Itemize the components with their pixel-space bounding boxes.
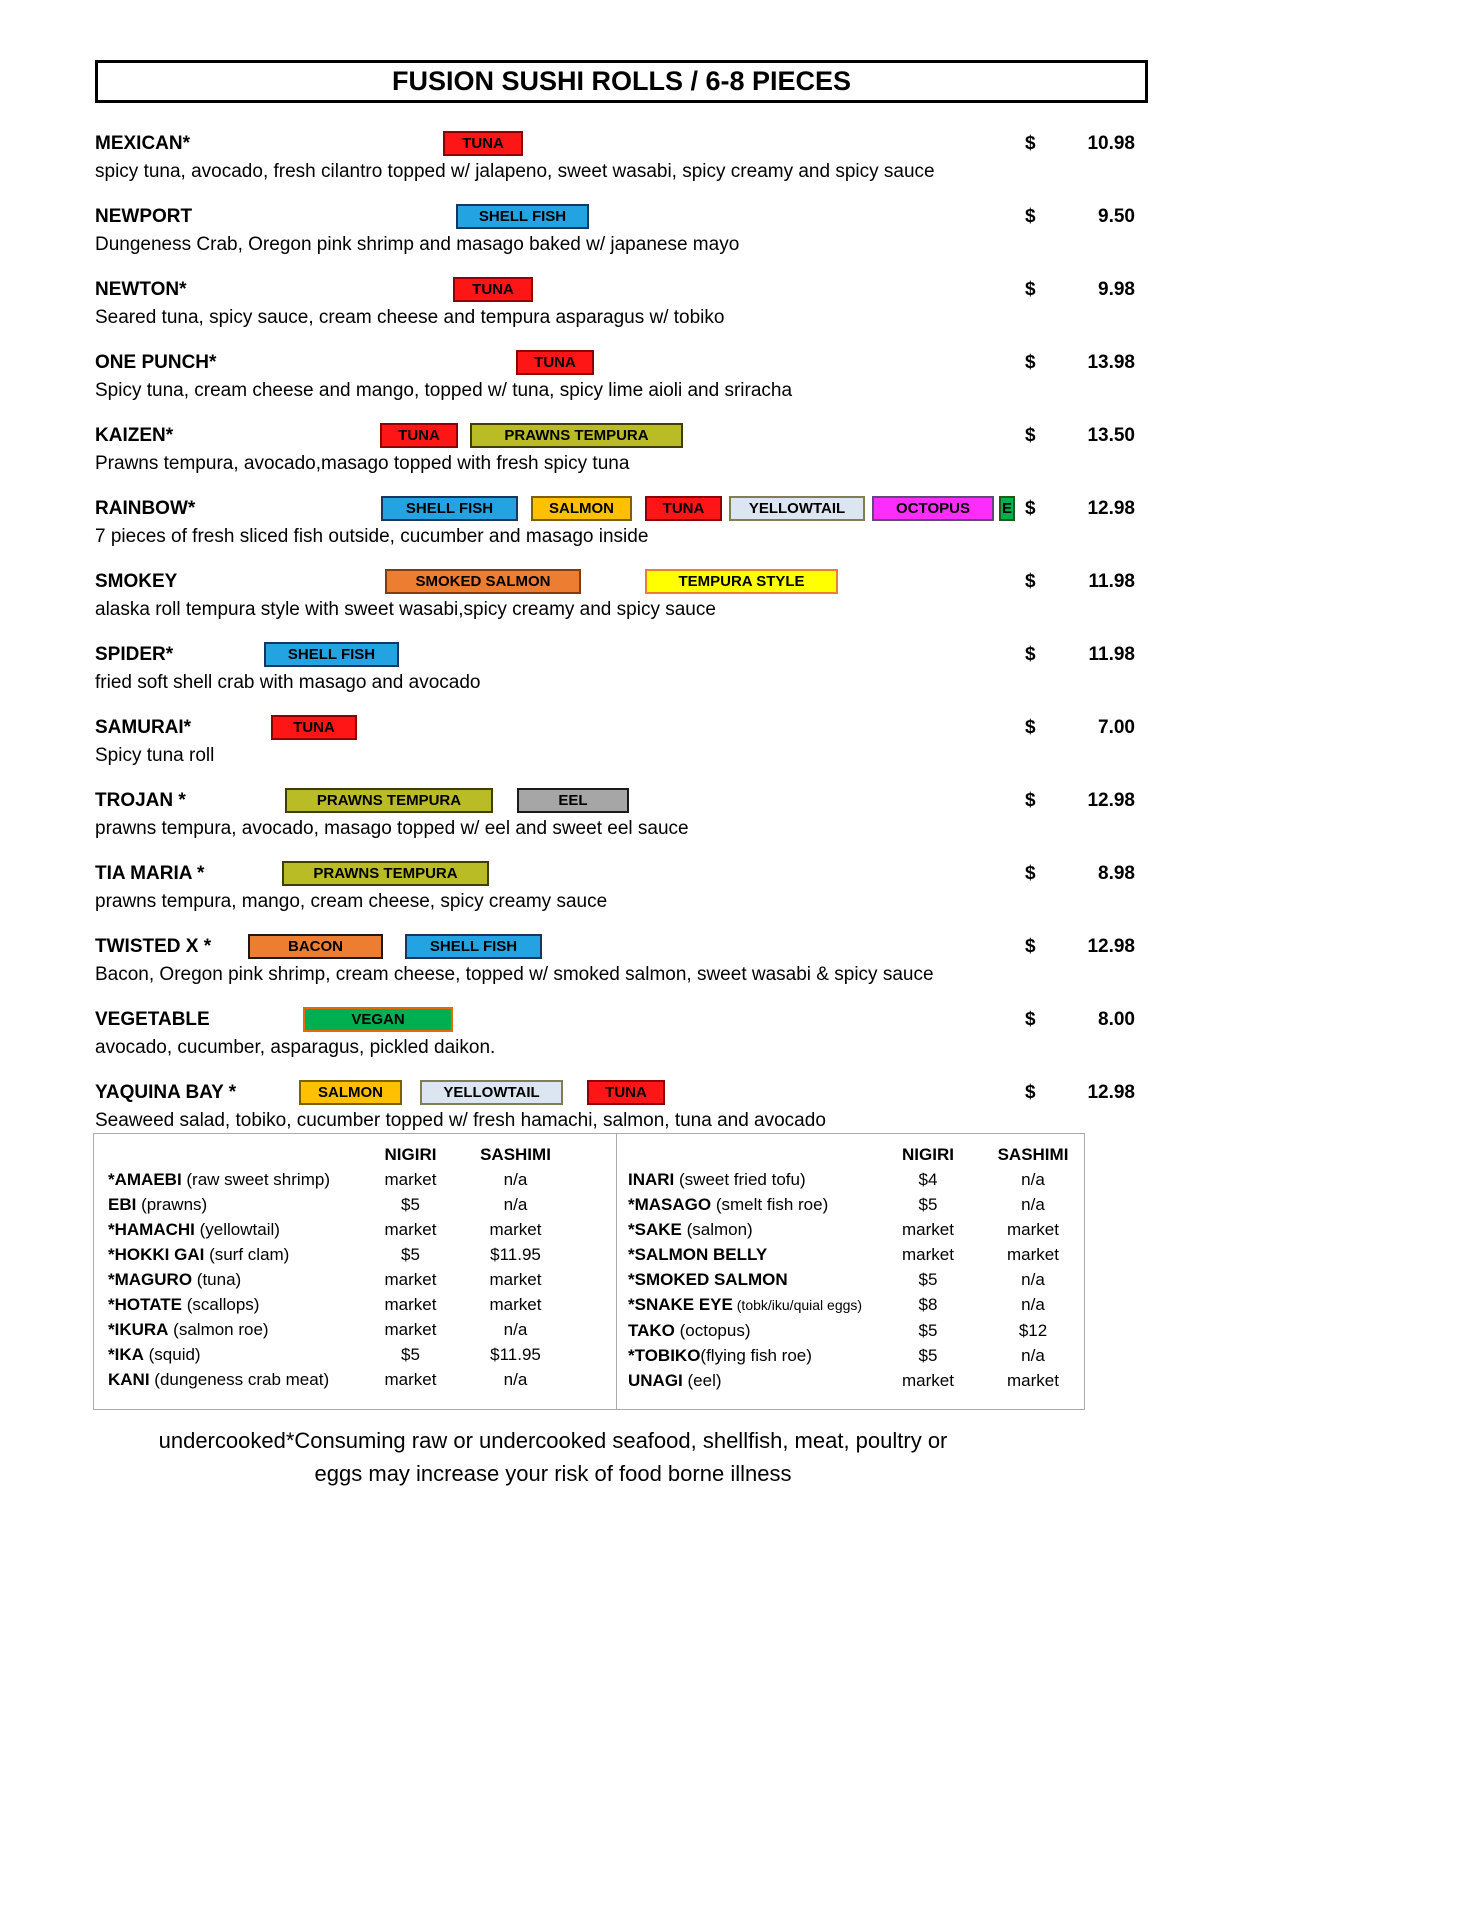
item-name: MEXICAN* [95,133,191,154]
item-name: RAINBOW* [95,498,196,519]
price-list-row [94,1167,616,1192]
item-price [1025,1082,1135,1104]
menu-item-header [95,568,1152,597]
price-list-left-column [94,1134,616,1409]
currency-symbol: $ [1025,498,1036,519]
rolls-list [95,130,1152,1152]
menu-item [95,495,1152,548]
item-name-paren: (scallops) [181,1295,260,1314]
price-list-item-name [108,1367,358,1392]
menu-item-header [95,130,1152,159]
item-description: Spicy tuna roll [95,745,215,766]
menu-item [95,641,1152,694]
price-list-row [617,1343,1084,1368]
ingredient-tag: SHELL FISH [264,642,399,667]
currency-symbol: $ [1025,571,1036,592]
ingredient-tag: EEL [517,788,629,813]
currency-symbol: $ [1025,133,1036,154]
currency-symbol: $ [1025,206,1036,227]
ingredient-tag: TEMPURA STYLE [645,569,838,594]
sashimi-price: $12 [1018,1321,1048,1340]
item-description: Bacon, Oregon pink shrimp, cream cheese, topped w/ smoked salmon, sweet wasabi & spicy sauce [95,964,934,985]
currency-symbol: $ [1025,1082,1036,1103]
item-name-bold: *SALMON BELLY [628,1245,768,1264]
item-name-bold: *SAKE [628,1220,682,1239]
item-name: KAIZEN* [95,425,174,446]
menu-item-header [95,276,1152,305]
item-name-bold: *AMAEBI [108,1170,182,1189]
nigiri-price: market [384,1270,437,1289]
ingredient-tag: SALMON [299,1080,402,1105]
item-description: fried soft shell crab with masago and avocado [95,672,481,693]
price-list-item-name [628,1292,878,1318]
nigiri-price: market [384,1370,437,1389]
item-description: spicy tuna, avocado, fresh cilantro topped w/ jalapeno, sweet wasabi, spicy creamy and spicy sauce [95,161,935,182]
price-list-row [94,1317,616,1342]
sashimi-price: n/a [503,1195,528,1214]
price-list-item-name [108,1217,358,1242]
price-list-row [94,1367,616,1392]
currency-symbol: $ [1025,279,1036,300]
disclaimer [93,1424,1013,1490]
item-price [1025,498,1135,520]
price-list-row [94,1342,616,1367]
menu-item-header [95,641,1152,670]
price-amount: 12.98 [1087,1082,1135,1103]
price-amount: 12.98 [1087,498,1135,519]
sashimi-column-header: SASHIMI [997,1145,1069,1164]
ingredient-tag: YELLOWTAIL [729,496,865,521]
price-amount: 12.98 [1087,936,1135,957]
price-list-item-name [108,1317,358,1342]
item-price [1025,644,1135,666]
item-price [1025,863,1135,885]
sashimi-price: n/a [1021,1195,1045,1214]
item-name: NEWPORT [95,206,193,227]
ingredient-tag: TUNA [587,1080,665,1105]
price-list-row [617,1217,1084,1242]
item-description: prawns tempura, mango, cream cheese, spicy creamy sauce [95,891,608,912]
ingredient-tag: TUNA [516,350,594,375]
item-price [1025,352,1135,374]
item-name: VEGETABLE [95,1009,210,1030]
price-amount: 10.98 [1087,133,1135,154]
item-name-bold: *MASAGO [628,1195,712,1214]
item-name-paren: (raw sweet shrimp) [181,1170,330,1189]
nigiri-price: $5 [918,1346,938,1365]
menu-item [95,1079,1152,1132]
header-spacer [628,1142,878,1167]
sashimi-price: n/a [1021,1295,1045,1314]
menu-item-header [95,203,1152,232]
item-name: ONE PUNCH* [95,352,217,373]
nigiri-price: market [902,1371,954,1390]
price-list-row [94,1217,616,1242]
item-name-bold: *SNAKE EYE [628,1295,733,1314]
menu-item [95,349,1152,402]
item-description: Prawns tempura, avocado,masago topped with fresh spicy tuna [95,453,630,474]
sashimi-price: n/a [503,1370,528,1389]
menu-item [95,860,1152,913]
item-price [1025,279,1135,301]
price-list-left-rows [94,1167,616,1392]
price-list-row [617,1192,1084,1217]
menu-item-header [95,860,1152,889]
item-description: avocado, cucumber, asparagus, pickled daikon. [95,1037,496,1058]
nigiri-price: $5 [401,1245,420,1264]
ingredient-tag: PRAWNS TEMPURA [470,423,683,448]
nigiri-price: $4 [918,1170,938,1189]
nigiri-price: market [384,1320,437,1339]
nigiri-price: $5 [918,1270,938,1289]
item-name-bold: TAKO [628,1321,675,1340]
price-amount: 9.98 [1098,279,1135,300]
item-name-bold: *IKURA [108,1320,169,1339]
price-amount: 8.98 [1098,863,1135,884]
nigiri-column-header: NIGIRI [384,1145,437,1164]
item-description: prawns tempura, avocado, masago topped w/ eel and sweet eel sauce [95,818,689,839]
nigiri-sashimi-price-list [93,1133,1085,1410]
disclaimer-line1: undercooked*Consuming raw or undercooked seafood, shellfish, meat, poultry or [158,1428,948,1453]
ingredient-tag: PRAWNS TEMPURA [285,788,493,813]
item-name-bold: *SMOKED SALMON [628,1270,788,1289]
price-list-item-name [628,1192,878,1217]
menu-item [95,276,1152,329]
item-description: Seared tuna, spicy sauce, cream cheese and tempura asparagus w/ tobiko [95,307,725,328]
header-spacer [108,1142,358,1167]
ingredient-tag: TUNA [271,715,357,740]
sashimi-price: market [489,1295,542,1314]
item-name-paren: (salmon roe) [168,1320,269,1339]
nigiri-column-header: NIGIRI [902,1145,954,1164]
sashimi-price: market [489,1220,542,1239]
item-price [1025,1009,1135,1031]
item-description: alaska roll tempura style with sweet wasabi,spicy creamy and spicy sauce [95,599,716,620]
price-amount: 9.50 [1098,206,1135,227]
sashimi-price: n/a [1021,1270,1045,1289]
item-description: 7 pieces of fresh sliced fish outside, cucumber and masago inside [95,526,649,547]
item-price [1025,571,1135,593]
menu-item [95,203,1152,256]
menu-item [95,714,1152,767]
menu-item [95,787,1152,840]
sashimi-price: n/a [503,1170,528,1189]
currency-symbol: $ [1025,790,1036,811]
item-name-paren: (prawns) [136,1195,208,1214]
item-name-paren: (dungeness crab meat) [149,1370,330,1389]
ingredient-tag: OCTOPUS [872,496,994,521]
item-name-bold: UNAGI [628,1371,683,1390]
nigiri-price: $8 [918,1295,938,1314]
ingredient-tag: YELLOWTAIL [420,1080,563,1105]
sashimi-price: n/a [503,1320,528,1339]
price-list-item-name [628,1167,878,1192]
price-amount: 11.98 [1088,571,1135,592]
currency-symbol: $ [1025,1009,1036,1030]
ingredient-tag: SHELL FISH [456,204,589,229]
menu-item [95,1006,1152,1059]
nigiri-price: market [902,1245,954,1264]
ingredient-tag: PRAWNS TEMPURA [282,861,489,886]
nigiri-price: market [384,1295,437,1314]
price-amount: 8.00 [1098,1009,1135,1030]
price-list-item-name [108,1342,358,1367]
ingredient-tag: BACON [248,934,383,959]
price-list-item-name [628,1343,878,1368]
price-list-row [94,1292,616,1317]
menu-item [95,933,1152,986]
price-list-item-name [108,1267,358,1292]
price-amount: 11.98 [1088,644,1135,665]
price-list-item-name [108,1292,358,1317]
item-name: TROJAN * [95,790,186,811]
ingredient-tag: TUNA [645,496,722,521]
item-name: NEWTON* [95,279,187,300]
item-name-paren: (octopus) [674,1321,751,1340]
currency-symbol: $ [1025,863,1036,884]
currency-symbol: $ [1025,352,1036,373]
item-description: Spicy tuna, cream cheese and mango, topped w/ tuna, spicy lime aioli and sriracha [95,380,793,401]
item-name: SMOKEY [95,571,178,592]
price-list-row [617,1267,1084,1292]
nigiri-price: $5 [918,1321,938,1340]
item-name-paren: (salmon) [681,1220,753,1239]
price-list-item-name [108,1242,358,1267]
nigiri-price: market [902,1220,954,1239]
menu-item-header [95,1079,1152,1108]
price-list-right-column [616,1134,1084,1409]
item-name-bold: *HOKKI GAI [108,1245,205,1264]
currency-symbol: $ [1025,936,1036,957]
price-list-item-name [628,1318,878,1343]
item-price [1025,717,1135,739]
item-description: Seaweed salad, tobiko, cucumber topped w/ fresh hamachi, salmon, tuna and avocado [95,1110,826,1131]
price-amount: 13.50 [1087,425,1135,446]
price-list-item-name [108,1167,358,1192]
nigiri-price: $5 [401,1345,420,1364]
price-amount: 7.00 [1098,717,1135,738]
menu-item-header [95,1006,1152,1035]
item-name-paren: (sweet fried tofu) [674,1170,806,1189]
menu-item-header [95,495,1152,524]
nigiri-price: $5 [401,1195,420,1214]
item-name: YAQUINA BAY * [95,1082,237,1103]
ingredient-tag: SHELL FISH [405,934,542,959]
ingredient-tag: SALMON [531,496,632,521]
price-list-right-rows [617,1167,1084,1393]
sashimi-price: n/a [1021,1346,1045,1365]
menu-title: FUSION SUSHI ROLLS / 6-8 PIECES [391,66,852,96]
price-amount: 13.98 [1087,352,1135,373]
sashimi-price: market [1007,1371,1059,1390]
price-list-row [94,1192,616,1217]
price-list-row [617,1167,1084,1192]
item-name-paren: (surf clam) [204,1245,290,1264]
item-name-paren: (squid) [143,1345,201,1364]
price-list-right-header [617,1142,1084,1167]
item-price [1025,790,1135,812]
item-name: SPIDER* [95,644,174,665]
item-name: TIA MARIA * [95,863,205,884]
price-list-item-name [628,1267,878,1292]
item-name: SAMURAI* [95,717,192,738]
item-description: Dungeness Crab, Oregon pink shrimp and masago baked w/ japanese mayo [95,234,740,255]
sashimi-column-header: SASHIMI [480,1145,551,1164]
sashimi-price: $11.95 [490,1245,541,1264]
menu-item-header [95,933,1152,962]
ingredient-tag: SHELL FISH [381,496,518,521]
item-price [1025,425,1135,447]
price-list-row [94,1267,616,1292]
item-name-bold: *MAGURO [108,1270,193,1289]
item-name-paren: (smelt fish roe) [711,1195,829,1214]
price-list-row [94,1242,616,1267]
sashimi-price: market [489,1270,542,1289]
item-name-paren: (tuna) [192,1270,242,1289]
price-list-row [617,1242,1084,1267]
item-name-bold: EBI [108,1195,137,1214]
menu-item-header [95,422,1152,451]
currency-symbol: $ [1025,717,1036,738]
sashimi-price: market [1007,1220,1059,1239]
ingredient-tag: VEGAN [303,1007,453,1032]
price-list-item-name [108,1192,358,1217]
menu-item-header [95,714,1152,743]
item-name: TWISTED X * [95,936,212,957]
item-price [1025,133,1135,155]
price-list-row [617,1368,1084,1393]
item-name-paren: (yellowtail) [194,1220,280,1239]
menu-item [95,568,1152,621]
disclaimer-line2: eggs may increase your risk of food borne illness [314,1461,792,1486]
item-name-bold: *IKA [108,1345,144,1364]
price-list-item-name [628,1242,878,1267]
price-list-left-header [94,1142,616,1167]
menu-item [95,130,1152,183]
item-price [1025,936,1135,958]
price-amount: 12.98 [1087,790,1135,811]
item-name-paren: (tobk/iku/quial eggs) [732,1297,863,1313]
item-name-bold: *HAMACHI [108,1220,195,1239]
currency-symbol: $ [1025,425,1036,446]
menu-item-header [95,349,1152,378]
sashimi-price: $11.95 [490,1345,541,1364]
item-price [1025,206,1135,228]
nigiri-price: market [384,1220,437,1239]
ingredient-tag: TUNA [453,277,533,302]
ingredient-tag: E [999,496,1015,521]
item-name-bold: *HOTATE [108,1295,182,1314]
nigiri-price: $5 [918,1195,938,1214]
item-name-bold: INARI [628,1170,675,1189]
sashimi-price: n/a [1021,1170,1045,1189]
menu-item-header [95,787,1152,816]
ingredient-tag: SMOKED SALMON [385,569,581,594]
item-name-bold: KANI [108,1370,150,1389]
item-name-paren: (flying fish roe) [700,1346,812,1365]
price-list-item-name [628,1368,878,1393]
price-list-row [617,1318,1084,1343]
menu-title-box [95,60,1148,103]
currency-symbol: $ [1025,644,1036,665]
nigiri-price: market [384,1170,437,1189]
menu-item [95,422,1152,475]
ingredient-tag: TUNA [380,423,458,448]
sashimi-price: market [1007,1245,1059,1264]
price-list-item-name [628,1217,878,1242]
price-list-row [617,1292,1084,1318]
ingredient-tag: TUNA [443,131,523,156]
item-name-paren: (eel) [682,1371,722,1390]
item-name-bold: *TOBIKO [628,1346,701,1365]
